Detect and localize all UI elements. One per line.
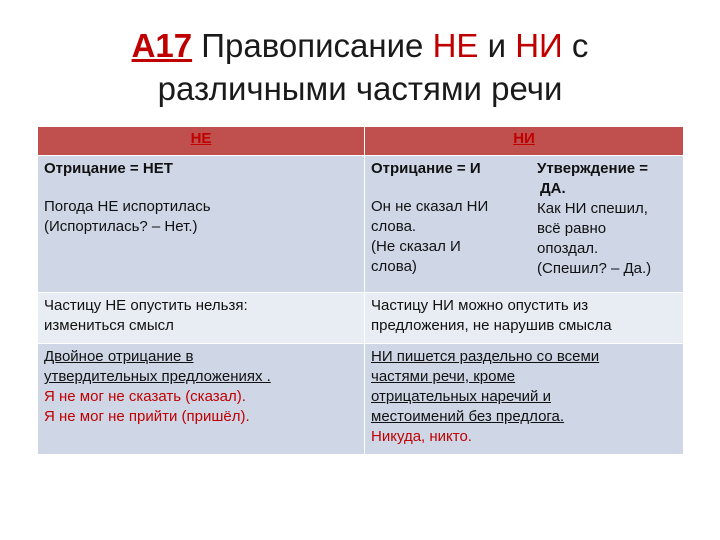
row3-ne-line-1: Двойное отрицание в (44, 348, 194, 365)
ni-affirmation-heading-2: ДА. (540, 180, 566, 197)
row2-ni-line-2: предложения, не нарушив смысла (371, 317, 612, 334)
row3-ni-line-2: частями речи, кроме (371, 368, 516, 385)
ni-affirmation-line-1: Как НИ спешил, (537, 200, 648, 217)
row3-ne-cell (38, 344, 365, 455)
row1-ni-cell (365, 156, 684, 293)
row2-ni-line-1: Частицу НИ можно опустить из (371, 297, 589, 314)
title-ni: НИ (515, 27, 563, 64)
row2-ne-line-2: измениться смысл (44, 317, 174, 334)
row3-ne-line-2: утвердительных предложениях . (44, 368, 271, 385)
table-row (38, 293, 684, 344)
ni-negation-line-2: слова. (371, 218, 417, 235)
row3-ni-example: Никуда, никто. (371, 428, 472, 445)
row3-ni-cell (365, 344, 684, 455)
task-code: А17 (131, 27, 193, 64)
row1-ne-example-1: Погода НЕ испортилась (44, 198, 211, 215)
ni-negation-line-3: (Не сказал И (371, 238, 461, 255)
slide-title (0, 24, 720, 110)
ni-affirmation-line-2: всё равно (537, 220, 607, 237)
header-ni: НИ (365, 127, 684, 156)
table-row (38, 344, 684, 455)
rules-table (37, 126, 684, 455)
ni-negation-line-1: Он не сказал НИ (371, 198, 489, 215)
header-ne: НЕ (38, 127, 365, 156)
row3-ne-example-1: Я не мог не сказать (сказал). (44, 388, 246, 405)
ni-negation-line-4: слова) (371, 258, 417, 275)
title-text-1: Правописание (192, 27, 433, 64)
row2-ne-cell (38, 293, 365, 344)
title-line-2: различными частями речи (157, 70, 563, 107)
title-text-2: с (562, 27, 589, 64)
ni-negation-heading: Отрицание = И (371, 160, 481, 177)
row1-ne-cell (38, 156, 365, 293)
ni-affirmation-heading-1: Утверждение = (537, 160, 649, 177)
row3-ni-line-1: НИ пишется раздельно со всеми (371, 348, 600, 365)
ni-affirmation-line-3: опоздал. (537, 240, 599, 257)
row3-ne-example-2: Я не мог не прийти (пришёл). (44, 408, 250, 425)
ni-affirmation-line-4: (Спешил? – Да.) (537, 260, 652, 277)
row1-ne-heading: Отрицание = НЕТ (44, 160, 173, 177)
title-and: и (478, 27, 516, 64)
ni-negation-block (371, 159, 531, 279)
table-row (38, 156, 684, 293)
row2-ni-cell (365, 293, 684, 344)
title-ne: НЕ (432, 27, 479, 64)
ni-affirmation-block (537, 159, 677, 279)
title-line-1 (0, 24, 720, 67)
row1-ne-example-2: (Испортилась? – Нет.) (44, 218, 198, 235)
table-header-row (38, 127, 684, 156)
row3-ni-line-4: местоимений без предлога. (371, 408, 565, 425)
row3-ni-line-3: отрицательных наречий и (371, 388, 551, 405)
row2-ne-line-1: Частицу НЕ опустить нельзя: (44, 297, 248, 314)
